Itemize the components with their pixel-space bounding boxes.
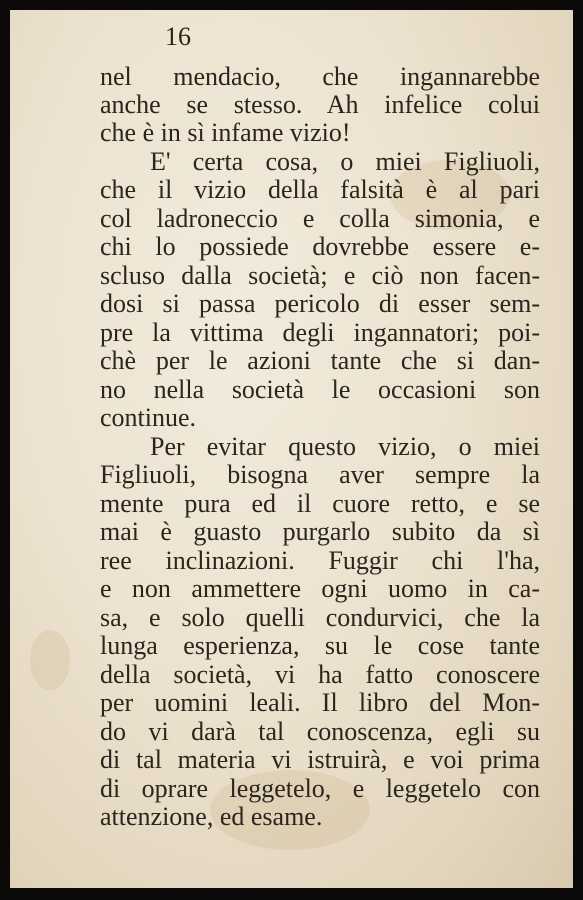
text-line: ree inclinazioni. Fuggir chi l'ha, bbox=[100, 546, 540, 575]
text-line: nel mendacio, che ingannarebbe bbox=[100, 62, 540, 91]
page-text bbox=[10, 10, 573, 888]
text-line: Per evitar questo vizio, o miei bbox=[150, 432, 540, 461]
text-line: per uomini leali. Il libro del Mon- bbox=[100, 688, 540, 717]
text-line: che il vizio della falsità è al pari bbox=[100, 175, 540, 204]
text-line: do vi darà tal conoscenza, egli su bbox=[100, 717, 540, 746]
text-line: mai è guasto purgarlo subito da sì bbox=[100, 517, 540, 546]
text-line: di tal materia vi istruirà, e voi prima bbox=[100, 745, 540, 774]
text-line: col ladroneccio e colla simonia, e bbox=[100, 204, 540, 233]
text-line: mente pura ed il cuore retto, e se bbox=[100, 489, 540, 518]
text-line: continue. bbox=[100, 403, 197, 432]
text-line: Figliuoli, bisogna aver sempre la bbox=[100, 460, 540, 489]
text-line: chè per le azioni tante che si dan- bbox=[100, 346, 540, 375]
text-line: no nella società le occasioni son bbox=[100, 375, 540, 404]
text-line: della società, vi ha fatto conoscere bbox=[100, 660, 540, 689]
text-line: chi lo possiede dovrebbe essere e- bbox=[100, 232, 540, 261]
text-line: sa, e solo quelli condurvici, che la bbox=[100, 603, 540, 632]
text-line: e non ammettere ogni uomo in ca- bbox=[100, 574, 540, 603]
text-line: lunga esperienza, su le cose tante bbox=[100, 631, 540, 660]
text-line: dosi si passa pericolo di esser sem- bbox=[100, 289, 540, 318]
text-line: di oprare leggetelo, e leggetelo con bbox=[100, 774, 540, 803]
text-line: che è in sì infame vizio! bbox=[100, 118, 351, 147]
text-line: E' certa cosa, o miei Figliuoli, bbox=[150, 147, 540, 176]
page-number: 16 bbox=[165, 22, 191, 51]
text-line: attenzione, ed esame. bbox=[100, 802, 323, 831]
text-line: anche se stesso. Ah infelice colui bbox=[100, 90, 540, 119]
text-line: scluso dalla società; e ciò non facen- bbox=[100, 261, 540, 290]
text-line: pre la vittima degli ingannatori; poi- bbox=[100, 318, 540, 347]
book-page bbox=[10, 10, 573, 888]
